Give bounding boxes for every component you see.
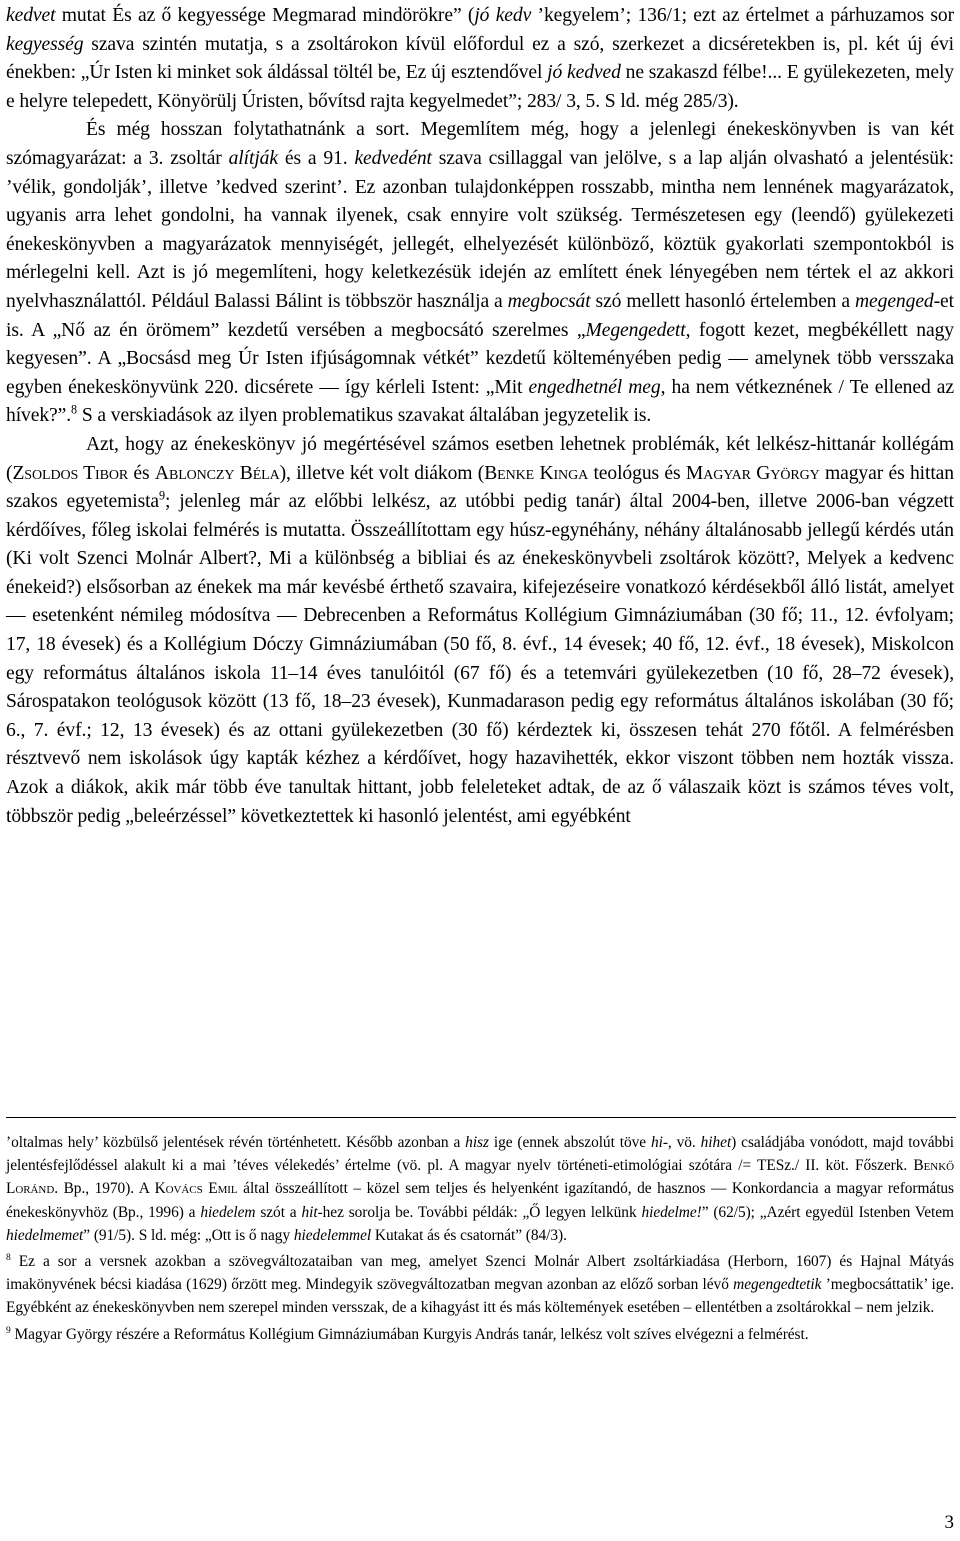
footnote-mark: 9 (6, 1324, 11, 1336)
text-run: ; jelenleg már az előbbi lelkész, az utóbbi pedig tanár) által 2004-ben, illetve 2006-ban végzett kérdőíves, főleg iskolai felmérés is mutatta. Összeállítottam egy húsz-egynéhány, néhány általánosabb jellegű kérdés után (Ki volt Szenci Molnár Albert?, Mi a különbség a bibliai és az énekeskönyvbeli zsoltárok között?, Melyek a kedvenc énekeid?) elsősorban az énekek ma már kevésbé érthető szavaira, kifejezéseire vonatkozó kérdésekből álló listát, amelyet — esetenként némileg módosítva — Debrecenben a Református Kollégium Gimnáziumában (30 fő; 11., 12. évfolyam; 17, 18 évesek) és a Kollégium Dóczy Gimnáziumában (50 fő, 8. évf., 14 évesek; 40 fő, 12. évf., 18 évesek), Miskolcon egy református általános iskola 11–14 éves tanulóitól (67 fő) és a tetemvári gyülekezetben (10 fő, 28–72 évesek), Sárospatakon teológusok között (13 fő, 18–23 évesek), Kunmadarason pedig egy református általános iskolában (30 fő; 6., 7. évf.; 12, 13 évesek) és az ottani gyülekezetben (30 fő) kérdeztek ki, összesen tehát 270 főtől. A felmérésben résztvevő nem iskolások úgy kapták kézhez a kérdőívet, hogy hazavihették, ekkor viszont többen nem hozták vissza. Azok a diákok, akik már több éve tanultak hittant, jobb feleleteket adtak, de az ő válaszaik közt is számos téves volt, többször pedig „beleérzéssel” következtettek ki hasonló jelentést, ami egyébként (6, 491, 954, 827)
italic-word: megbocsát (507, 290, 591, 312)
text-run: Magyar György részére a Református Kollégium Gimnáziumában Kurgyis András tanár, lelkész volt szíves elvégezni a felmérést. (10, 1325, 809, 1343)
italic-word: hihet (700, 1134, 732, 1151)
text-run: szó mellett hasonló értelemben a (590, 290, 855, 312)
italic-word: hiedelem (200, 1203, 256, 1221)
text-run: . Bp., 1970). A (54, 1180, 155, 1198)
paragraph-1 (6, 2, 954, 116)
footnote-continued (6, 1131, 954, 1247)
person-name: Benke Kinga (484, 462, 589, 484)
text-run: ne szakaszd félbe!... E gyülekezeten, mely e helyre telepedett, Könyörülj Úristen, bővítsd rajta kegyelmedet”; 283/ 3, 5. S ld. még 285/3). (6, 62, 954, 112)
italic-word: alítják (228, 147, 278, 169)
italic-word: megenged (854, 290, 934, 312)
text-run: és a 91. (277, 147, 355, 169)
footnote-separator (6, 1117, 956, 1118)
italic-word: jó kedv (474, 5, 532, 26)
italic-word: hi- (650, 1134, 668, 1151)
footnotes (6, 1131, 954, 1346)
person-name: Zsoldos Tibor (12, 462, 129, 484)
text-run: És még hosszan folytathatnánk a sort. Megemlítem még, hogy a jelenlegi énekeskönyvben is van két szómagyarázat: a 3. zsoltár (6, 119, 954, 169)
text-run: ” (62/5); „Azért egyedül Istenben Vetem (701, 1203, 954, 1221)
text-run: szót a (255, 1203, 302, 1221)
footnote-ref-9[interactable]: 9 (159, 488, 166, 503)
person-name: Magyar György (685, 462, 820, 484)
italic-word: jó kedved (547, 62, 621, 84)
person-name: Benkő Loránd (6, 1157, 954, 1198)
paragraph-3 (6, 431, 954, 831)
text-run: szava szintén mutatja, s a zsoltárokon kívül előfordul ez a szó, szerkezet a dicséretekben is, pl. két új évi énekben: „Úr Isten ki minket sok áldással töltél be, Ez új esztendővel (6, 33, 954, 84)
text-run: , fogott kezet, megbékéllett nagy kegyesen”. A „Bocsásd meg Úr Isten ifjúságomnak vétkét” kezdetű költeményében pedig — amelynek több versszaka egyben énekeskönyvünk 220. dicsérete — így kérleli Istent: „Mit (6, 319, 954, 398)
text-run: ige (ennek abszolút töve (488, 1134, 651, 1151)
italic-word: engedhetnél meg (528, 376, 661, 398)
text-run: által összeállított – közel sem teljes és helyenként igazítandó, de hasznos — Konkordancia a magyar református énekeskönyvhöz (Bp., 1996) a (6, 1180, 955, 1221)
text-run: Ez a sor a versnek azokban a szövegváltozataiban van meg, amelyet Szenci Molnár Albert zsoltárkiadása (Herborn, 1607) és Hajnal Mátyás imakönyvének bécsi kiadása (1629) őrzött meg. Mindegyik szövegváltozatban megvan azonban az előző sorban lévő (6, 1253, 954, 1294)
person-name: Ablonczy Béla (154, 462, 280, 484)
text-run: és (128, 462, 155, 484)
text-run: S a verskiadások az ilyen problematikus szavakat általában jegyzetelik is. (77, 405, 652, 427)
text-run: -et is. A „Nő az én örömem” kezdetű versében a megbocsátó szerelmes „ (6, 290, 954, 341)
text-run: , ha nem vétkeznének / Te ellened az hívek?”. (6, 376, 954, 427)
footnote-9 (6, 1323, 954, 1346)
italic-word: kedvet (6, 5, 56, 26)
text-run: , vö. (667, 1134, 701, 1151)
italic-word: kegyesség (6, 33, 84, 55)
main-text (6, 2, 954, 831)
text-run: magyar és hittan szakos egyetemista (6, 462, 954, 513)
footnote-mark: 8 (6, 1251, 11, 1263)
text-run: Kutakat ás és csatornát” (84/3). (371, 1226, 567, 1244)
text-run: ” (91/5). S ld. még: „Ott is ő nagy (83, 1226, 294, 1244)
italic-word: hiedelemmel (293, 1226, 372, 1244)
text-run: ), illetve két volt diákom ( (279, 462, 485, 484)
text-run: ) családjába vonódott, majd további jelentésfejlődéssel alakult ki a mai ’téves vélekedés’ értelme (vö. pl. A magyar nyelv történeti-etimológiai szótára /= TESz./ II. köt. Főszerk. (6, 1134, 955, 1175)
text-run: teológus és (588, 462, 686, 484)
italic-word: Megengedett (585, 319, 686, 341)
italic-word: kedvedént (354, 147, 432, 169)
italic-word: hit (301, 1203, 318, 1221)
text-run: szava csillaggal van jelölve, s a lap alján olvasható a jelentésük: ’vélik, gondolják’, illetve ’kedved szerint’. Ez azonban tulajdonképpen rosszabb, mintha nem lennének magyarázatok, ugyanis arra lehet gondolni, ha vannak ilyenek, csak ennyire volt szükség. Természetesen egy (leendő) gyülekezeti énekeskönyvben a magyarázatok mennyiségét, jellegét, elhelyezését különböző, köztük gyakorlati szempontokból is mérlegelni kell. Azt is jó megemlíteni, hogy keletkezésük idején az említett ének lényegében nem tértek el az akkori nyelvhasználattól. Például Balassi Bálint is többször használja a (6, 147, 954, 312)
text-run: ’megbocsáttatik’ ige. Egyébként az énekeskönyvben nem szerepel minden versszak, de a kihagyást itt és más költemények esetében – ellentétben a zsoltárokkal – nem jelzik. (6, 1276, 954, 1317)
footnote-ref-8[interactable]: 8 (71, 402, 78, 417)
footnote-8 (6, 1250, 954, 1320)
text-run: Azt, hogy az énekeskönyv jó megértésével számos esetben lehetnek problémák, két lelkész-hittanár kollégám ( (6, 433, 954, 484)
italic-word: hiedelme! (641, 1203, 702, 1221)
text-run: -hez sorolja be. További példák: „Ő legyen lelkünk (317, 1203, 642, 1221)
paragraph-2 (6, 116, 954, 431)
italic-word: hisz (465, 1134, 489, 1151)
italic-word: megengedtetik (733, 1276, 822, 1294)
text-run: ’oltalmas hely’ közbülső jelentések révén történhetett. Később azonban a (6, 1134, 466, 1151)
text-run: ’kegyelem’; 136/1; ezt az értelmet a párhuzamos sor (531, 5, 955, 26)
text-run: mutat És az ő kegyessége Megmarad mindörökre” ( (55, 5, 475, 26)
page-number: 3 (944, 1512, 954, 1533)
italic-word: hiedelmemet (6, 1226, 84, 1244)
person-name: Kovács Emil (154, 1180, 238, 1198)
